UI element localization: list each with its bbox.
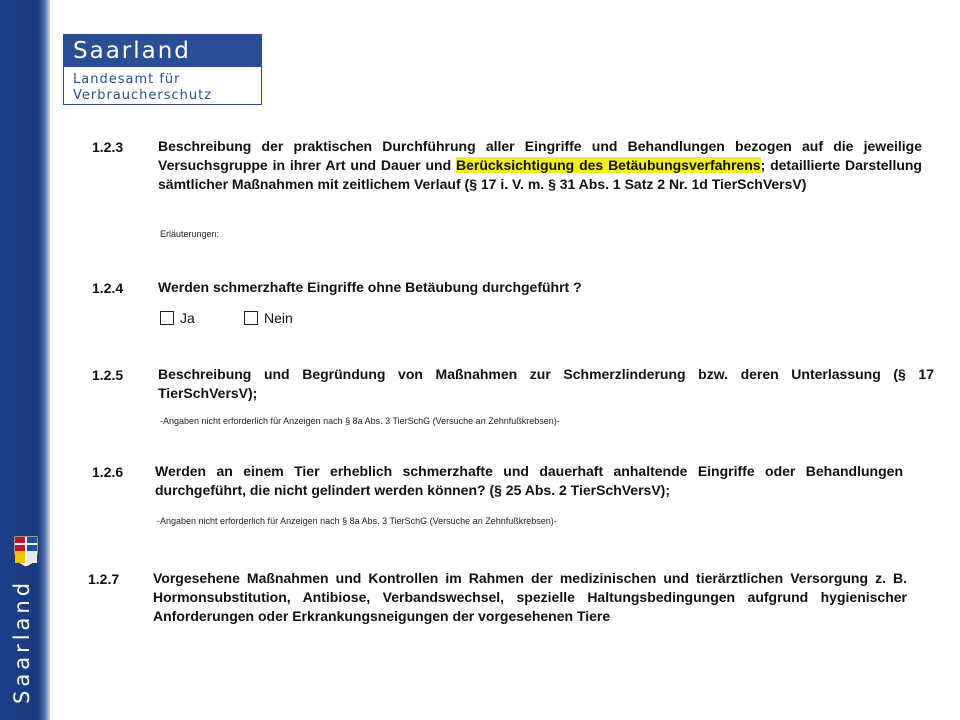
checkbox-nein[interactable]: [244, 310, 293, 326]
logo-header: [64, 35, 261, 67]
section-text-end: ; detaillierte Darstellung sämtlicher Maßnahmen mit zeitlichem Verlauf (§ 17 i. V. m. § 31 Abs. 1 Satz 2 Nr. 1d TierSchVersV): [158, 157, 922, 192]
section-note: Erläuterungen:: [160, 229, 220, 239]
logo-name: Saarland: [73, 38, 191, 64]
section-text: Beschreibung und Begründung von Maßnahmen zur Schmerzlinderung bzw. deren Unterlassung (§ 17 TierSchVersV);: [158, 366, 934, 401]
section-note: -Angaben nicht erforderlich für Anzeigen nach § 8a Abs. 3 TierSchG (Versuche an Zehnfußkrebsen)-: [157, 516, 557, 526]
coat-of-arms-icon: [11, 534, 41, 568]
section-number: 1.2.3: [92, 139, 124, 155]
section-text-start: Beschreibung der praktischen Durchführung aller Eingriffe und Behandlungen bezogen auf die jeweilige Versuchsgruppe in ihrer Art und Dauer und: [158, 138, 922, 173]
ministry-logo: [63, 34, 262, 105]
checkbox-label: Ja: [180, 310, 195, 326]
section-text: Werden schmerzhafte Eingriffe ohne Betäubung durchgeführt ?: [158, 279, 582, 295]
sidebar-vertical-text: Saarland: [10, 578, 34, 704]
sidebar-band: [0, 0, 50, 720]
highlighted-text: Berücksichtigung des Betäubungsverfahrens: [455, 157, 761, 173]
section-text: Werden an einem Tier erheblich schmerzhafte und dauerhaft anhaltende Eingriffe oder Behandlungen durchgeführt, die nicht gelindert werden können? (§ 25 Abs. 2 TierSchVersV);: [155, 463, 903, 498]
section-number: 1.2.4: [92, 280, 124, 296]
checkbox-label: Nein: [264, 310, 293, 326]
section-number: 1.2.6: [92, 464, 124, 480]
logo-line-2: Verbraucherschutz: [73, 88, 213, 103]
checkbox-ja[interactable]: [160, 310, 195, 326]
section-text: Vorgesehene Maßnahmen und Kontrollen im Rahmen der medizinischen und tierärztlichen Versorgung z. B. Hormonsubstitution, Antibiose, Verbandswechsel, spezielle Haltungsbedingungen aufgrund hygienischer Anforderungen oder Erkrankungsneigungen der vorgesehenen Tiere: [153, 570, 907, 624]
checkbox-box[interactable]: [160, 311, 174, 325]
section-number: 1.2.5: [92, 367, 124, 383]
checkbox-box[interactable]: [244, 311, 258, 325]
logo-line-1: Landesamt für: [73, 72, 181, 87]
section-note: -Angaben nicht erforderlich für Anzeigen nach § 8a Abs. 3 TierSchG (Versuche an Zehnfußkrebsen)-: [160, 416, 560, 426]
section-number: 1.2.7: [88, 571, 120, 587]
section-text: [158, 137, 922, 194]
